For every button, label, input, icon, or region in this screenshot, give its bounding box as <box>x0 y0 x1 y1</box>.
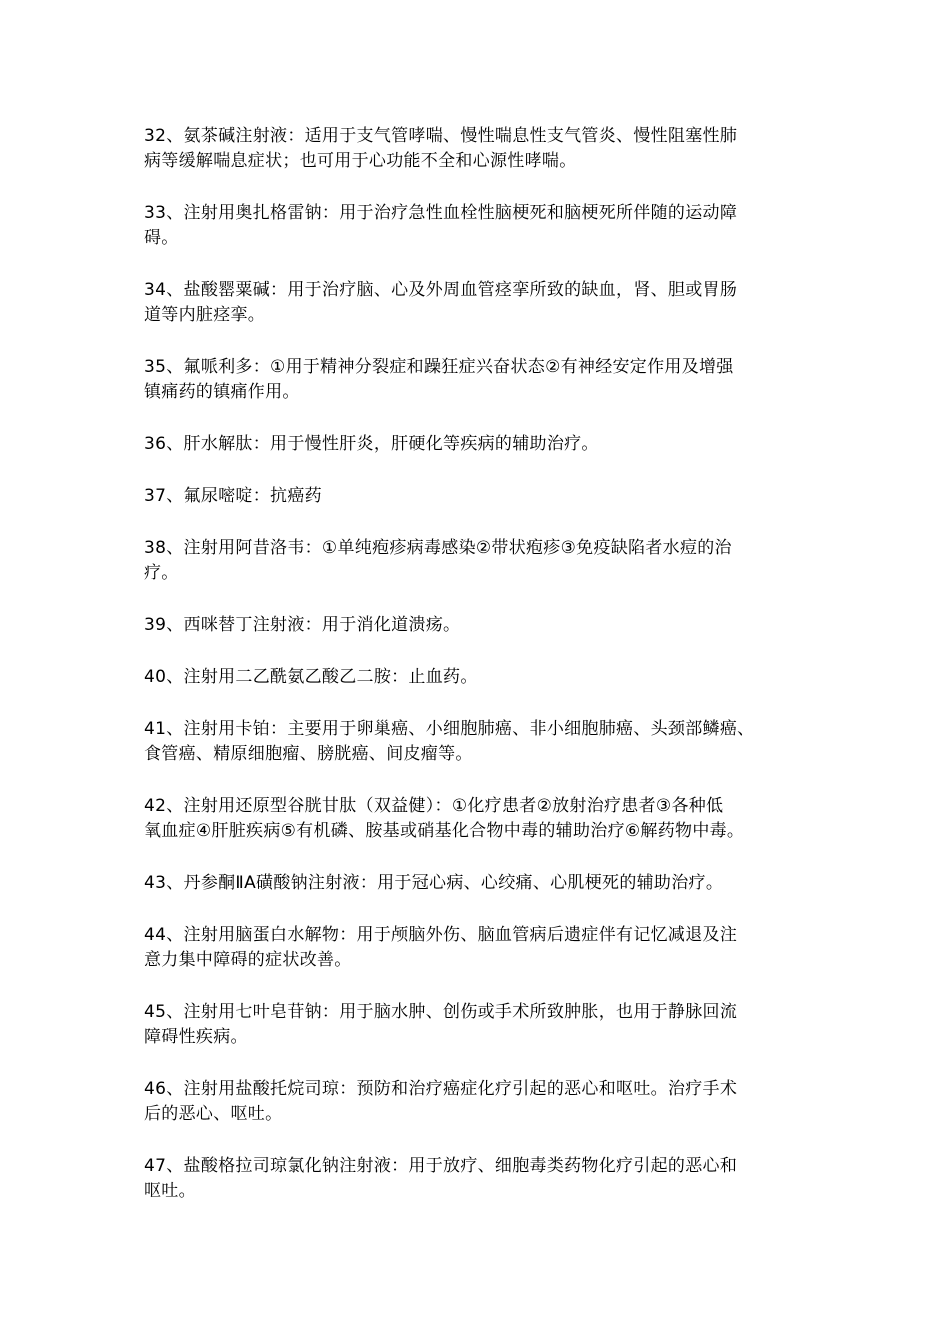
entry-line: 42、注射用还原型谷胱甘肽（双益健）：①化疗患者②放射治疗患者③各种低 <box>144 796 724 816</box>
entry-line: 35、氟哌利多：①用于精神分裂症和躁狂症兴奋状态②有神经安定作用及增强 <box>144 357 734 377</box>
entry-line: 45、注射用七叶皂苷钠：用于脑水肿、创伤或手术所致肿胀，也用于静脉回流 <box>144 1002 738 1022</box>
drug-entry-47 <box>144 1154 814 1204</box>
drug-entry-44 <box>144 923 814 973</box>
drug-entry-33 <box>144 201 814 251</box>
entry-line: 47、盐酸格拉司琼氯化钠注射液：用于放疗、细胞毒类药物化疗引起的恶心和 <box>144 1156 738 1176</box>
entry-line: 40、注射用二乙酰氨乙酸乙二胺：止血药。 <box>144 667 478 687</box>
entry-line: 道等内脏痉挛。 <box>144 305 266 325</box>
entry-line: 呕吐。 <box>144 1181 196 1201</box>
drug-entry-41 <box>144 717 814 767</box>
drug-entry-38 <box>144 536 814 586</box>
entry-line: 意力集中障碍的症状改善。 <box>144 950 352 970</box>
drug-entry-42 <box>144 794 814 844</box>
entry-line: 后的恶心、呕吐。 <box>144 1104 283 1124</box>
drug-entry-46 <box>144 1077 814 1127</box>
entry-line: 41、注射用卡铂：主要用于卵巢癌、小细胞肺癌、非小细胞肺癌、头颈部鳞癌、 <box>144 719 755 739</box>
drug-entry-36 <box>144 432 814 457</box>
drug-entry-39 <box>144 613 814 638</box>
drug-entry-32 <box>144 124 814 174</box>
drug-entry-43 <box>144 871 814 896</box>
entry-line: 39、西咪替丁注射液：用于消化道溃疡。 <box>144 615 461 635</box>
entry-line: 38、注射用阿昔洛韦：①单纯疱疹病毒感染②带状疱疹③免疫缺陷者水痘的治 <box>144 538 732 558</box>
entry-line: 氧血症④肝脏疾病⑤有机磷、胺基或硝基化合物中毒的辅助治疗⑥解药物中毒。 <box>144 821 745 841</box>
drug-entry-40 <box>144 665 814 690</box>
document-page <box>144 124 814 1231</box>
entry-line: 34、盐酸罂粟碱：用于治疗脑、心及外周血管痉挛所致的缺血，肾、胆或胃肠 <box>144 280 738 300</box>
entry-line: 32、氨茶碱注射液：适用于支气管哮喘、慢性喘息性支气管炎、慢性阻塞性肺 <box>144 126 738 146</box>
entry-line: 43、丹参酮ⅡA磺酸钠注射液：用于冠心病、心绞痛、心肌梗死的辅助治疗。 <box>144 873 724 893</box>
entry-line: 食管癌、精原细胞瘤、膀胱癌、间皮瘤等。 <box>144 744 473 764</box>
drug-entry-34 <box>144 278 814 328</box>
entry-line: 疗。 <box>144 563 179 583</box>
entry-line: 36、肝水解肽：用于慢性肝炎，肝硬化等疾病的辅助治疗。 <box>144 434 599 454</box>
drug-entry-35 <box>144 355 814 405</box>
entry-line: 33、注射用奥扎格雷钠：用于治疗急性血栓性脑梗死和脑梗死所伴随的运动障 <box>144 203 738 223</box>
entry-line: 37、氟尿嘧啶：抗癌药 <box>144 486 322 506</box>
entry-line: 障碍性疾病。 <box>144 1027 248 1047</box>
drug-entry-37 <box>144 484 814 509</box>
entry-line: 镇痛药的镇痛作用。 <box>144 382 300 402</box>
entry-line: 碍。 <box>144 228 179 248</box>
drug-entry-45 <box>144 1000 814 1050</box>
entry-line: 44、注射用脑蛋白水解物：用于颅脑外伤、脑血管病后遗症伴有记忆减退及注 <box>144 925 738 945</box>
entry-line: 46、注射用盐酸托烷司琼：预防和治疗癌症化疗引起的恶心和呕吐。治疗手术 <box>144 1079 738 1099</box>
entry-line: 病等缓解喘息症状；也可用于心功能不全和心源性哮喘。 <box>144 151 577 171</box>
